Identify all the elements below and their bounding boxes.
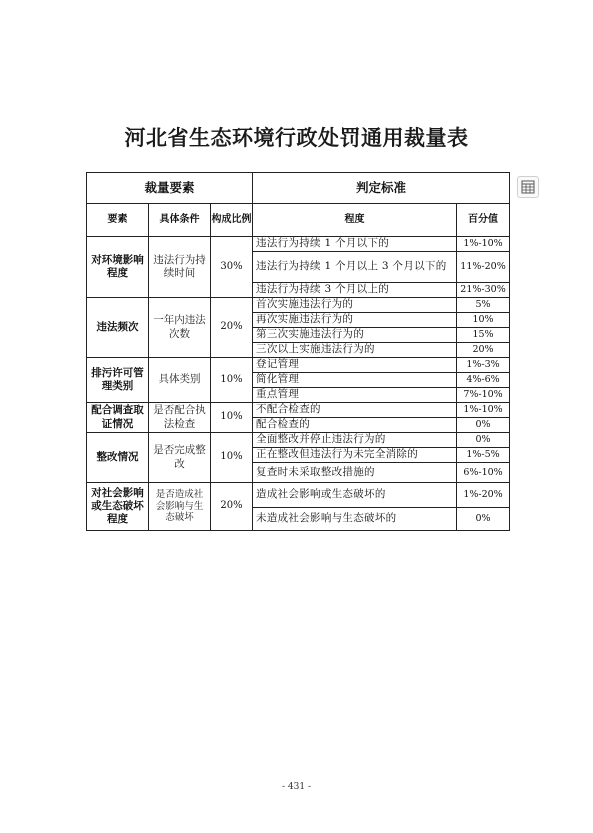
percent-cell: 10% — [457, 313, 510, 328]
percent-cell: 5% — [457, 298, 510, 313]
condition-cell: 具体类别 — [149, 358, 211, 403]
page-number: - 431 - — [282, 782, 311, 792]
table-row — [87, 237, 510, 252]
header-row-columns — [87, 204, 510, 237]
condition-cell: 违法行为持续时间 — [149, 237, 211, 298]
percent-cell: 7%-10% — [457, 388, 510, 403]
degree-cell: 正在整改但违法行为未完全消除的 — [253, 448, 457, 463]
degree-cell: 第三次实施违法行为的 — [253, 328, 457, 343]
degree-cell: 未造成社会影响与生态破坏的 — [253, 508, 457, 531]
header-ratio: 构成比例 — [211, 204, 253, 237]
percent-cell: 1%-5% — [457, 448, 510, 463]
percent-cell: 4%-6% — [457, 373, 510, 388]
percent-cell: 0% — [457, 433, 510, 448]
ratio-cell: 10% — [211, 403, 253, 433]
table-row — [87, 358, 510, 373]
header-condition: 具体条件 — [149, 204, 211, 237]
condition-cell: 是否配合执法检查 — [149, 403, 211, 433]
degree-cell: 违法行为持续 1 个月以下的 — [253, 237, 457, 252]
factor-cell: 违法频次 — [87, 298, 149, 358]
degree-cell: 首次实施违法行为的 — [253, 298, 457, 313]
percent-cell: 1%-10% — [457, 237, 510, 252]
degree-cell: 三次以上实施违法行为的 — [253, 343, 457, 358]
ratio-cell: 20% — [211, 483, 253, 531]
condition-cell: 是否造成社会影响与生态破坏 — [149, 483, 211, 531]
degree-cell: 不配合检查的 — [253, 403, 457, 418]
degree-cell: 登记管理 — [253, 358, 457, 373]
condition-cell: 是否完成整改 — [149, 433, 211, 483]
percent-cell: 1%-10% — [457, 403, 510, 418]
degree-cell: 违法行为持续 1 个月以上 3 个月以下的 — [253, 252, 457, 283]
percent-cell: 21%-30% — [457, 283, 510, 298]
factor-cell: 对社会影响或生态破坏程度 — [87, 483, 149, 531]
ratio-cell: 30% — [211, 237, 253, 298]
degree-cell: 重点管理 — [253, 388, 457, 403]
percent-cell: 1%-3% — [457, 358, 510, 373]
percent-cell: 6%-10% — [457, 463, 510, 483]
percent-cell: 11%-20% — [457, 252, 510, 283]
table-row — [87, 483, 510, 508]
percent-cell: 1%-20% — [457, 483, 510, 508]
table-grid-icon[interactable] — [517, 176, 539, 198]
header-discretion-factors: 裁量要素 — [87, 173, 253, 204]
degree-cell: 造成社会影响或生态破坏的 — [253, 483, 457, 508]
table-row — [87, 403, 510, 418]
header-criteria: 判定标准 — [253, 173, 510, 204]
condition-cell: 一年内违法次数 — [149, 298, 211, 358]
table-row — [87, 433, 510, 448]
ratio-cell: 20% — [211, 298, 253, 358]
ratio-cell: 10% — [211, 358, 253, 403]
degree-cell: 违法行为持续 3 个月以上的 — [253, 283, 457, 298]
discretion-table — [86, 172, 510, 531]
table-row — [87, 298, 510, 313]
percent-cell: 15% — [457, 328, 510, 343]
ratio-cell: 10% — [211, 433, 253, 483]
factor-cell: 配合调查取证情况 — [87, 403, 149, 433]
degree-cell: 全面整改并停止违法行为的 — [253, 433, 457, 448]
degree-cell: 配合检查的 — [253, 418, 457, 433]
factor-cell: 对环境影响程度 — [87, 237, 149, 298]
header-percent: 百分值 — [457, 204, 510, 237]
table-grid-icon-glyph — [521, 180, 535, 194]
degree-cell: 简化管理 — [253, 373, 457, 388]
degree-cell: 复查时未采取整改措施的 — [253, 463, 457, 483]
header-row-group — [87, 173, 510, 204]
header-degree: 程度 — [253, 204, 457, 237]
factor-cell: 排污许可管理类别 — [87, 358, 149, 403]
header-factor: 要素 — [87, 204, 149, 237]
percent-cell: 0% — [457, 418, 510, 433]
page-title: 河北省生态环境行政处罚通用裁量表 — [124, 125, 469, 150]
factor-cell: 整改情况 — [87, 433, 149, 483]
degree-cell: 再次实施违法行为的 — [253, 313, 457, 328]
percent-cell: 20% — [457, 343, 510, 358]
percent-cell: 0% — [457, 508, 510, 531]
